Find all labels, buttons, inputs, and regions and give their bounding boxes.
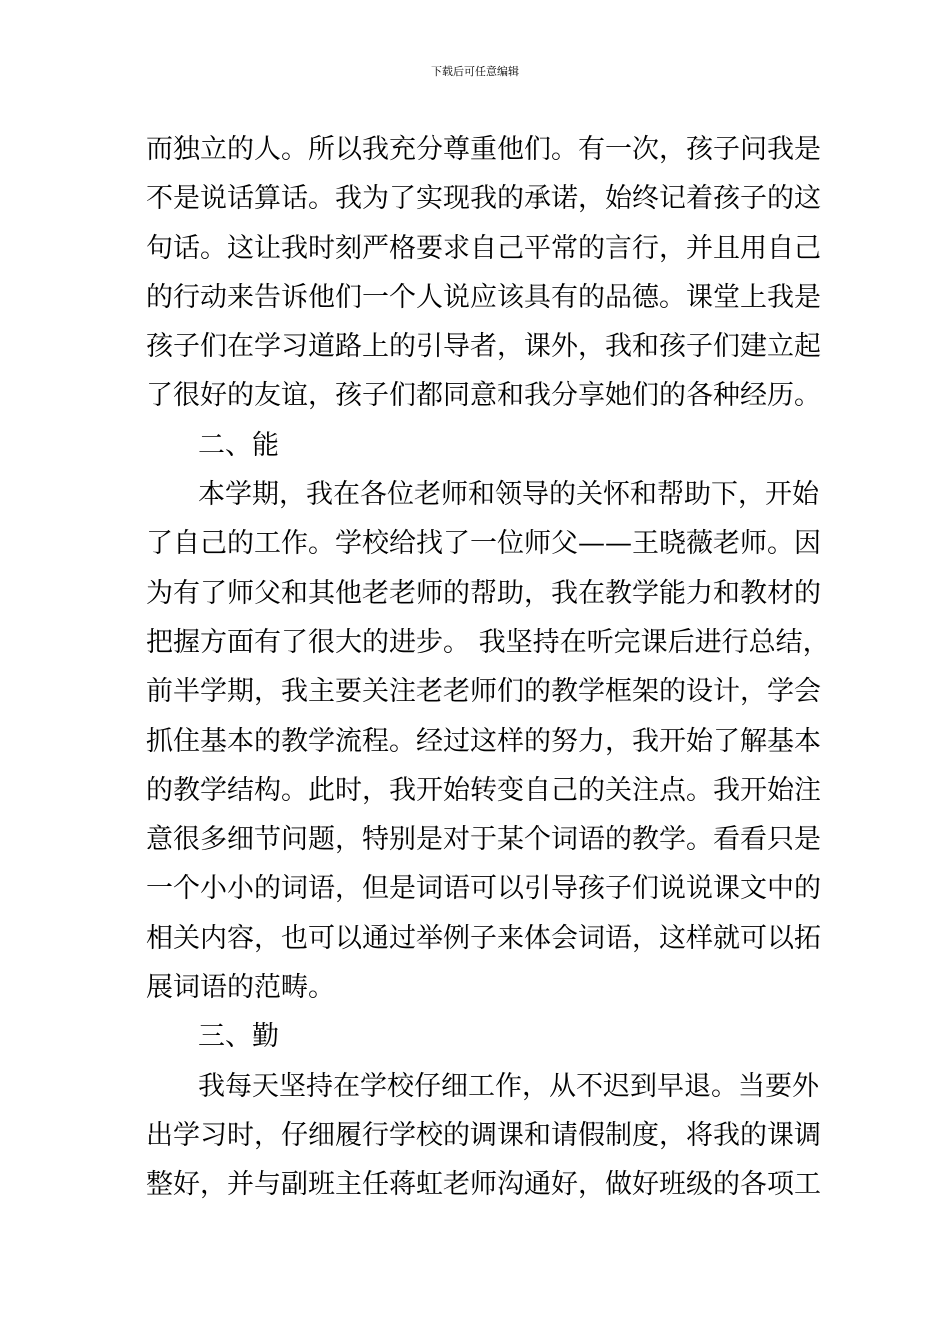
text-line: 句话。这让我时刻严格要求自己平常的言行，并且用自己 [146, 232, 821, 264]
text-line: 而独立的人。所以我充分尊重他们。有一次，孩子问我是 [146, 134, 821, 165]
text-line: 我每天坚持在学校仔细工作，从不迟到早退。当要外 [198, 1070, 819, 1102]
text-line: 相关内容，也可以通过举例子来体会词语，这样就可以拓 [146, 922, 821, 954]
text-line: 了自己的工作。学校给找了一位师父——王晓薇老师。因 [146, 528, 821, 560]
text-line: 展词语的范畴。 [146, 972, 335, 1004]
text-line: 前半学期，我主要关注老老师们的教学框架的设计，学会 [146, 676, 821, 708]
text-line: 整好，并与副班主任蒋虹老师沟通好，做好班级的各项工 [146, 1169, 821, 1201]
text-line: 的教学结构。此时，我开始转变自己的关注点。我开始注 [146, 774, 821, 806]
page-header: 下载后可任意编辑 [431, 65, 519, 78]
document-body [146, 125, 830, 1210]
text-line: 的行动来告诉他们一个人说应该具有的品德。课堂上我是 [146, 281, 821, 313]
text-line: 把握方面有了很大的进步。 我坚持在听完课后进行总结， [146, 626, 830, 658]
text-line: 一个小小的词语，但是词语可以引导孩子们说说课文中的 [146, 873, 821, 905]
text-line: 了很好的友谊，孩子们都同意和我分享她们的各种经历。 [146, 380, 821, 412]
text-line: 抓住基本的教学流程。经过这样的努力，我开始了解基本 [146, 725, 821, 757]
text-line: 不是说话算话。我为了实现我的承诺，始终记着孩子的这 [146, 183, 821, 215]
text-line: 意很多细节问题，特别是对于某个词语的教学。看看只是 [146, 824, 821, 856]
text-line: 孩子们在学习道路上的引导者，课外，我和孩子们建立起 [146, 331, 821, 363]
text-line: 为有了师父和其他老老师的帮助，我在教学能力和教材的 [146, 577, 821, 609]
section-heading: 二、能 [198, 429, 279, 461]
section-heading: 三、勤 [198, 1021, 279, 1053]
text-line: 出学习时，仔细履行学校的调课和请假制度，将我的课调 [146, 1119, 821, 1151]
text-line: 本学期，我在各位老师和领导的关怀和帮助下，开始 [198, 479, 819, 511]
